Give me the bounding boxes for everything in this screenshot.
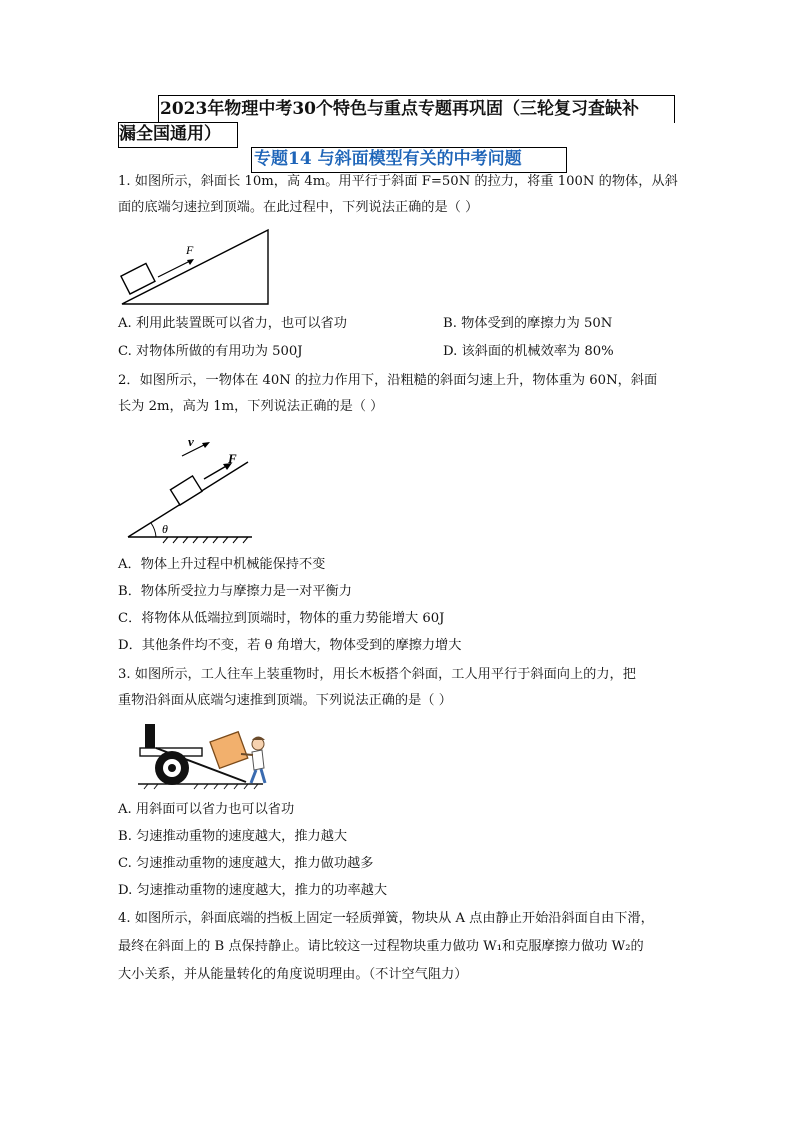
- q3-stem-line1: 3. 如图所示，工人往车上装重物时，用长木板搭个斜面，工人用平行于斜面向上的力，把: [118, 667, 636, 682]
- q2-angle-arc: [151, 523, 156, 537]
- q1-option-a[interactable]: A. 利用此装置既可以省力，也可以省功: [118, 316, 347, 331]
- topic-heading: 专题14 与斜面模型有关的中考问题: [254, 149, 522, 169]
- q1-option-c[interactable]: C. 对物体所做的有用功为 500J: [118, 344, 303, 359]
- q2-force-label: F: [228, 451, 237, 466]
- q2-option-b[interactable]: B．物体所受拉力与摩擦力是一对平衡力: [118, 584, 352, 599]
- q3-worker-body: [252, 750, 264, 770]
- q3-worker-leg-left: [251, 770, 256, 783]
- q2-velocity-label: v: [188, 434, 194, 449]
- q1-option-b[interactable]: B. 物体受到的摩擦力为 50N: [443, 316, 613, 331]
- q4-stem-line1: 4. 如图所示，斜面底端的挡板上固定一轻质弹簧，物块从 A 点由静止开始沿斜面自由下滑，: [118, 911, 654, 926]
- q3-option-c[interactable]: C. 匀速推动重物的速度越大，推力做功越多: [118, 856, 374, 871]
- q3-worker-arm: [241, 754, 253, 755]
- q3-truck-ramp-figure: [118, 718, 288, 790]
- q4-stem-line3: 大小关系，并从能量转化的角度说明理由。（不计空气阻力）: [118, 967, 468, 982]
- q3-stem-line2: 重物沿斜面从底端匀速推到顶端。下列说法正确的是（ ）: [118, 693, 452, 708]
- q4-stem-line2: 最终在斜面上的 B 点保持静止。请比较这一过程物块重力做功 W₁和克服摩擦力做功 W₂的: [118, 939, 644, 954]
- page-title-line1: 2023年物理中考30个特色与重点专题再巩固（三轮复习查缺补: [160, 99, 639, 119]
- q2-option-a[interactable]: A．物体上升过程中机械能保持不变: [118, 557, 326, 572]
- q3-worker-leg-right: [261, 769, 265, 783]
- q1-force-label: F: [186, 243, 194, 257]
- q2-incline-figure: [118, 436, 268, 546]
- q2-velocity-arrow: [182, 444, 206, 456]
- q2-block: [170, 476, 202, 505]
- q3-cargo-box: [210, 732, 248, 769]
- q1-stem-line1: 1. 如图所示，斜面长 10m，高 4m。用平行于斜面 F=50N 的拉力，将重 100N 的物体，从斜: [118, 174, 678, 189]
- q3-truck-cab: [145, 724, 155, 750]
- q3-option-b[interactable]: B. 匀速推动重物的速度越大，推力越大: [118, 829, 348, 844]
- q3-worker-hair: [252, 737, 265, 741]
- q3-option-d[interactable]: D. 匀速推动重物的速度越大，推力的功率越大: [118, 883, 388, 898]
- q2-option-c[interactable]: C．将物体从低端拉到顶端时，物体的重力势能增大 60J: [118, 611, 445, 626]
- q1-option-d[interactable]: D. 该斜面的机械效率为 80%: [443, 344, 614, 359]
- q3-option-a[interactable]: A. 用斜面可以省力也可以省功: [118, 802, 295, 817]
- q1-force-arrow: [158, 260, 192, 277]
- q1-incline-figure: [118, 224, 278, 310]
- q1-stem-line2: 面的底端匀速拉到顶端。在此过程中，下列说法正确的是（ ）: [118, 200, 479, 215]
- q2-stem-line1: 2．如图所示，一物体在 40N 的拉力作用下，沿粗糙的斜面匀速上升，物体重为 60N，斜面: [118, 373, 658, 388]
- q3-wheel-hub: [168, 764, 176, 772]
- q2-stem-line2: 长为 2m，高为 1m，下列说法正确的是（ ）: [118, 399, 384, 414]
- q2-ground-hatching: [163, 537, 248, 543]
- q2-angle-label: θ: [162, 522, 168, 536]
- page-title-line2: 漏全国通用）: [119, 124, 221, 144]
- q2-option-d[interactable]: D．其他条件均不变，若 θ 角增大，物体受到的摩擦力增大: [118, 638, 462, 653]
